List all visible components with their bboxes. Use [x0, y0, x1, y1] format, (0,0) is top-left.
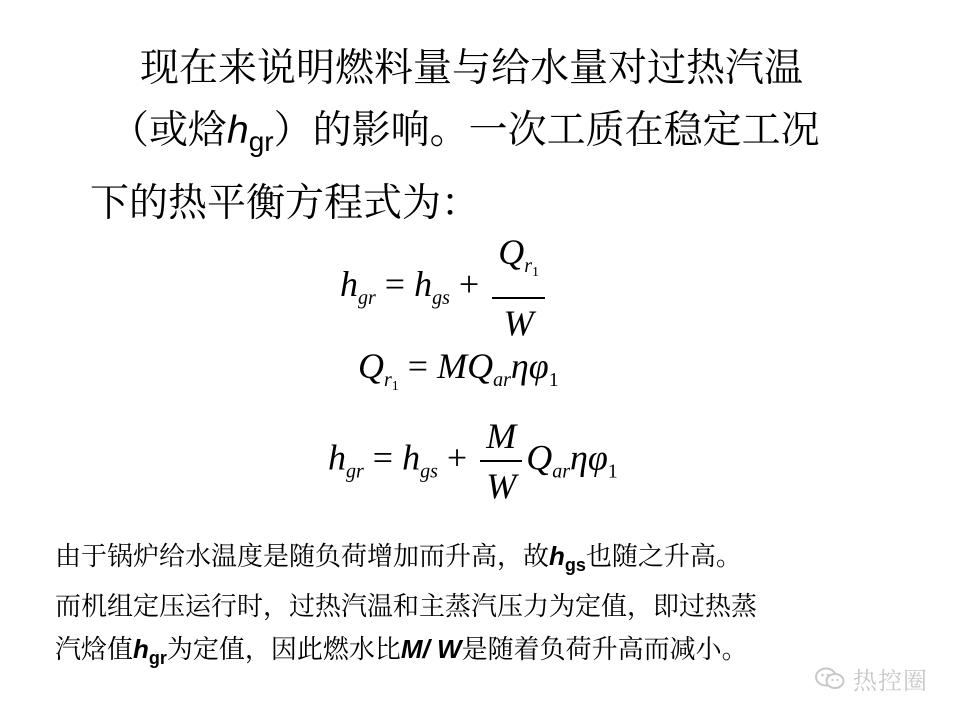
summary-line-3 [55, 628, 935, 679]
summary-line-3-mid: 为定值，因此燃水比 [166, 635, 401, 665]
eq1-denominator [492, 299, 545, 347]
eq1-lhs-var: h [340, 263, 358, 304]
eq3-q-sub: ar [552, 460, 571, 483]
summary-var-h1: h [549, 541, 565, 571]
eq1-num-sub-text: r [524, 255, 533, 277]
eq1-rhs-var: h [414, 263, 433, 304]
equation-1 [340, 228, 549, 347]
summary-paragraph [55, 535, 935, 679]
summary-var-h-gs [549, 541, 586, 575]
eq3-fraction [480, 412, 522, 510]
intro-var-h: h [227, 109, 249, 152]
summary-line-1-suffix: 也随之升高。 [585, 542, 742, 572]
summary-sub-gs: gs [564, 555, 586, 575]
eq2-lhs-sub-text: r [384, 369, 392, 391]
wechat-icon [815, 666, 845, 692]
eq2-lhs-var: Q [358, 346, 384, 386]
intro-line-2 [60, 100, 920, 173]
eq3-numerator [480, 412, 522, 462]
equation-2 [358, 345, 559, 395]
eq3-num-var: M [486, 416, 517, 456]
eq3-phi-sub: 1 [607, 460, 618, 483]
eq2-phi: φ [528, 346, 549, 386]
summary-ratio: M/ W [400, 634, 462, 664]
eq1-lhs-sub: gr [358, 286, 376, 309]
eq3-den-var: W [486, 466, 517, 506]
watermark-text: 热控圈 [853, 667, 928, 695]
eq1-num-subsub: 1 [532, 265, 540, 280]
eq3-lhs-sub: gr [346, 460, 364, 483]
intro-line-1: 现在来说明燃料量与给水量对过热汽温 [140, 46, 804, 91]
eq1-den-var: W [503, 303, 534, 343]
eq3-denominator [480, 462, 522, 510]
summary-line-2: 而机组定压运行时，过热汽温和主蒸汽压力为定值，即过热蒸 [55, 592, 758, 622]
intro-line-2-prefix: （或焓 [110, 108, 228, 153]
summary-line-3-suffix: 是随着负荷升高而减小。 [461, 635, 748, 665]
eq1-plus: + [458, 263, 480, 304]
intro-var-sub: gr [248, 126, 274, 157]
eq3-eta: η [570, 437, 588, 478]
eq1-num-sub [524, 255, 540, 280]
watermark [815, 661, 928, 696]
summary-line-1 [55, 535, 935, 586]
eq2-phi-sub: 1 [548, 369, 559, 391]
eq2-lhs-sub [384, 369, 399, 394]
eq1-equals: = [384, 263, 406, 304]
eq3-lhs-var: h [328, 437, 346, 478]
eq3-q-var: Q [526, 437, 553, 478]
summary-line-3-prefix: 汽焓值 [55, 635, 134, 665]
eq1-numerator [492, 228, 545, 299]
equation-3 [328, 412, 618, 510]
eq3-rhs-var: h [402, 437, 421, 478]
eq2-eta: η [510, 346, 529, 386]
eq2-rhs-sub: ar [493, 369, 511, 391]
eq3-plus: + [446, 437, 468, 478]
summary-var-h2: h [133, 634, 149, 664]
eq2-rhs: MQ [437, 346, 494, 386]
summary-sub-gr: gr [148, 648, 167, 668]
eq1-rhs-sub: gs [432, 286, 450, 309]
summary-var-h-gr [133, 634, 167, 668]
eq1-fraction [492, 228, 545, 347]
eq1-num-var: Q [498, 232, 525, 272]
eq2-equals: = [407, 346, 429, 386]
intro-line-3: 下的热平衡方程式为： [90, 181, 481, 226]
eq3-phi: φ [587, 437, 608, 478]
summary-line-1-prefix: 由于锅炉给水温度是随负荷增加而升高，故 [55, 542, 550, 572]
eq2-lhs-subsub: 1 [391, 379, 399, 394]
eq3-rhs-sub: gs [420, 460, 438, 483]
eq3-equals: = [372, 437, 394, 478]
intro-paragraph [60, 38, 920, 235]
intro-line-2-suffix: ）的影响。一次工质在稳定工况 [273, 108, 820, 153]
